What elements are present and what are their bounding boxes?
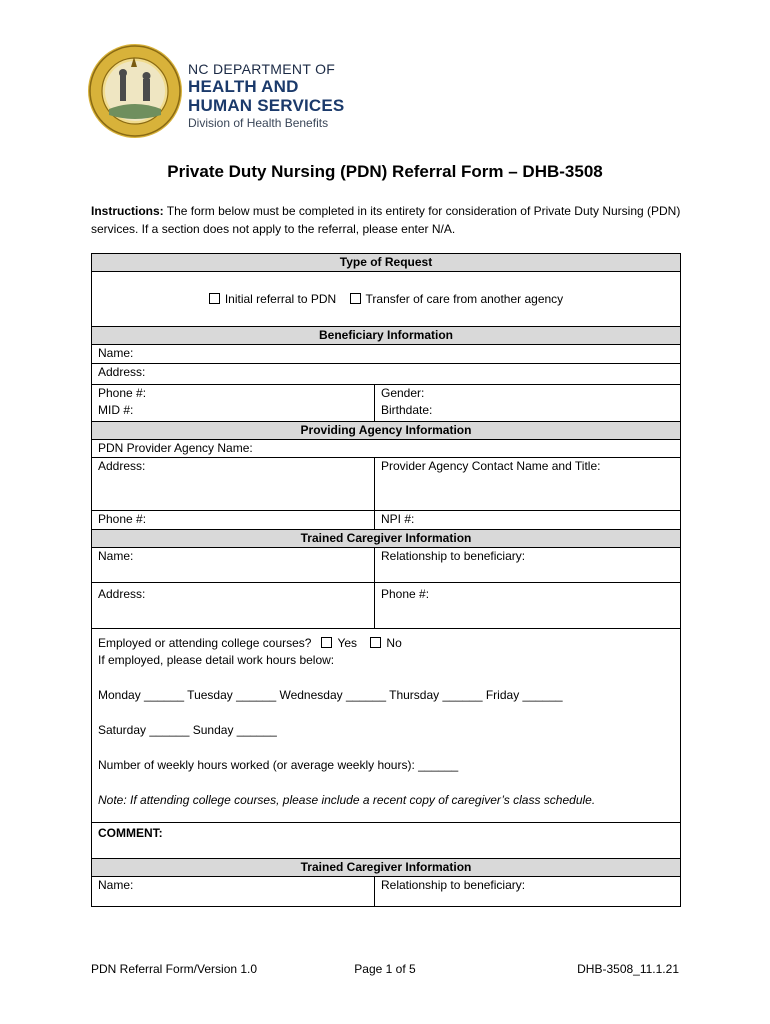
footer-form-code: DHB-3508_11.1.21 [577, 962, 679, 976]
beneficiary-mid-label: MID #: [98, 403, 134, 417]
provider-npi-label: NPI #: [381, 512, 415, 526]
employed-yes-label: Yes [337, 636, 358, 650]
caregiver-2-name-cell[interactable] [92, 877, 375, 906]
employed-yes-checkbox[interactable] [321, 637, 332, 648]
caregiver-relationship-label: Relationship to beneficiary: [381, 549, 526, 563]
caregiver-address-label: Address: [98, 587, 146, 601]
form-title: Private Duty Nursing (PDN) Referral Form – DHB-3508 [167, 162, 603, 181]
provider-address-label: Address: [98, 459, 146, 473]
section-header-type-of-request: Type of Request [92, 254, 680, 271]
caregiver-phone-cell[interactable] [375, 583, 680, 628]
provider-contact-label: Provider Agency Contact Name and Title: [381, 459, 601, 473]
caregiver-name-cell[interactable] [92, 548, 375, 582]
section-header-provider: Providing Agency Information [92, 421, 680, 439]
provider-contact-cell[interactable] [375, 458, 680, 510]
beneficiary-address-field[interactable] [92, 363, 680, 384]
provider-phone-label: Phone #: [98, 512, 147, 526]
agency-name [188, 62, 344, 129]
caregiver-name-label: Name: [98, 549, 134, 563]
work-hours-instruction: If employed, please detail work hours below: [98, 653, 335, 667]
comment-field[interactable] [92, 822, 680, 858]
beneficiary-address-label: Address: [98, 365, 146, 379]
caregiver-relationship-cell[interactable] [375, 548, 680, 582]
section-header-caregiver-2: Trained Caregiver Information [92, 858, 680, 876]
instructions [91, 202, 683, 238]
employment-question-line [98, 635, 674, 652]
caregiver-2-relationship-cell[interactable] [375, 877, 680, 906]
caregiver-name-relationship-row [92, 547, 680, 582]
provider-address-contact-row [92, 457, 680, 510]
provider-agency-name-field[interactable] [92, 439, 680, 457]
beneficiary-phone-gender-row [92, 384, 680, 421]
provider-phone-cell[interactable] [92, 511, 375, 529]
footer-page-number: Page 1 of 5 [354, 962, 416, 976]
weekend-hours-line[interactable]: Saturday ______ Sunday ______ [98, 723, 277, 737]
agency-line-2: HEALTH AND [188, 77, 299, 96]
instructions-text: The form below must be completed in its entirety for consideration of Private Duty Nursing (PDN) services. If a section does not apply to the referral, please enter N/A. [91, 204, 681, 236]
agency-line-3: HUMAN SERVICES [188, 96, 345, 115]
section-header-beneficiary: Beneficiary Information [92, 326, 680, 344]
initial-referral-checkbox[interactable] [209, 293, 220, 304]
section-header-caregiver: Trained Caregiver Information [92, 529, 680, 547]
transfer-care-checkbox[interactable] [350, 293, 361, 304]
employed-no-label: No [386, 636, 402, 650]
caregiver-2-name-relationship-row [92, 876, 680, 906]
caregiver-address-cell[interactable] [92, 583, 375, 628]
transfer-care-option[interactable] [350, 292, 564, 306]
college-note: Note: If attending college courses, please include a recent copy of caregiver’s class schedule. [98, 793, 596, 807]
provider-npi-cell[interactable] [375, 511, 680, 529]
transfer-care-label: Transfer of care from another agency [365, 292, 564, 306]
beneficiary-name-label: Name: [98, 346, 134, 360]
initial-referral-label: Initial referral to PDN [224, 292, 337, 306]
beneficiary-phone-mid-cell[interactable] [92, 385, 375, 421]
employment-question: Employed or attending college courses? [98, 636, 312, 650]
footer-version: PDN Referral Form/Version 1.0 [91, 962, 258, 976]
beneficiary-gender-label: Gender: [381, 386, 425, 400]
beneficiary-phone-label: Phone #: [98, 386, 147, 400]
instructions-label: Instructions: [91, 204, 164, 218]
agency-line-1: NC DEPARTMENT OF [188, 61, 336, 77]
comment-label: COMMENT: [98, 826, 163, 840]
caregiver-address-phone-row [92, 582, 680, 628]
referral-form-table [91, 253, 681, 907]
state-seal-logo [87, 43, 183, 139]
caregiver-phone-label: Phone #: [381, 587, 430, 601]
type-of-request-options [92, 271, 680, 326]
weekday-hours-line[interactable]: Monday ______ Tuesday ______ Wednesday ______ Thursday ______ Friday ______ [98, 688, 563, 702]
beneficiary-name-field[interactable] [92, 344, 680, 363]
employed-no-checkbox[interactable] [370, 637, 381, 648]
provider-agency-name-label: PDN Provider Agency Name: [98, 441, 253, 455]
beneficiary-gender-birthdate-cell[interactable] [375, 385, 680, 421]
initial-referral-option[interactable] [209, 292, 336, 306]
beneficiary-birthdate-label: Birthdate: [381, 403, 433, 417]
caregiver-2-name-label: Name: [98, 878, 134, 892]
provider-address-cell[interactable] [92, 458, 375, 510]
caregiver-2-relationship-label: Relationship to beneficiary: [381, 878, 526, 892]
caregiver-employment-section [92, 628, 680, 822]
agency-division: Division of Health Benefits [188, 116, 329, 130]
weekly-hours-line[interactable]: Number of weekly hours worked (or average weekly hours): ______ [98, 758, 459, 772]
provider-phone-npi-row [92, 510, 680, 529]
